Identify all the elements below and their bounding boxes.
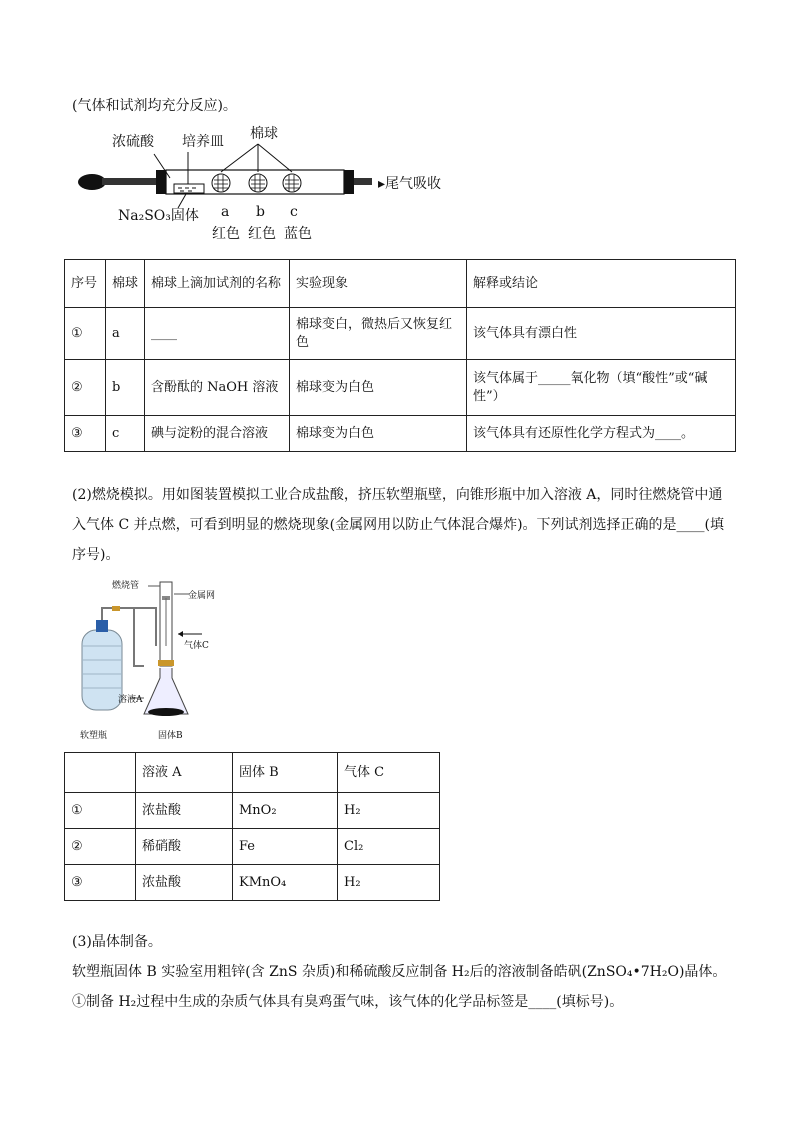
ball-letter-b: b bbox=[256, 204, 265, 220]
table-row bbox=[65, 308, 736, 360]
cotton-ball-b bbox=[249, 174, 267, 192]
header-cell-gas-c: 气体 C bbox=[338, 753, 440, 793]
cotton-ball-a bbox=[212, 174, 230, 192]
label-tail-gas: ▸尾气吸收 bbox=[378, 176, 442, 192]
cell-ball: a bbox=[106, 308, 145, 360]
apparatus-figure-2 bbox=[74, 576, 264, 744]
label-soft-bottle: 软塑瓶 bbox=[80, 731, 108, 741]
apparatus-drawing-2 bbox=[74, 576, 264, 744]
table-row bbox=[65, 829, 440, 865]
header-cell-ball: 棉球 bbox=[106, 260, 145, 308]
label-combustion-tube: 燃烧管 bbox=[112, 581, 140, 591]
header-cell-index: 序号 bbox=[65, 260, 106, 308]
cell-solid-b: KMnO₄ bbox=[233, 865, 338, 901]
cell-phenomenon: 棉球变白，微热后又恢复红色 bbox=[290, 308, 467, 360]
cell-index: ② bbox=[65, 360, 106, 416]
header-cell-phenomenon: 实验现象 bbox=[290, 260, 467, 308]
cell-reagent: ____ bbox=[145, 308, 290, 360]
label-na2so3-solid: Na₂SO₃固体 bbox=[118, 208, 199, 224]
cell-solid-b: MnO₂ bbox=[233, 793, 338, 829]
table-row bbox=[65, 793, 440, 829]
cell-phenomenon: 棉球变为白色 bbox=[290, 416, 467, 452]
cell-phenomenon: 棉球变为白色 bbox=[290, 360, 467, 416]
cell-conclusion: 该气体属于_____氧化物（填“酸性”或“碱性”） bbox=[467, 360, 736, 416]
cell-solution-a: 浓盐酸 bbox=[136, 793, 233, 829]
cell-solution-a: 稀硝酸 bbox=[136, 829, 233, 865]
section-3-title: (3)晶体制备。 bbox=[72, 934, 162, 950]
cell-ball: c bbox=[106, 416, 145, 452]
cell-index: ① bbox=[65, 308, 106, 360]
cell-gas-c: H₂ bbox=[338, 793, 440, 829]
apparatus-figure-1 bbox=[70, 126, 490, 245]
cell-index: ① bbox=[65, 793, 136, 829]
ball-color-b: 红色 bbox=[248, 226, 276, 242]
section-3-line-2: ①制备 H₂过程中生成的杂质气体具有臭鸡蛋气味，该气体的化学品标签是____(填标号)。 bbox=[72, 994, 624, 1010]
ball-color-c: 蓝色 bbox=[284, 226, 312, 242]
label-conc-sulfuric-acid: 浓硫酸 bbox=[112, 134, 154, 150]
section-3-line-1: 软塑瓶固体 B 实验室用粗锌(含 ZnS 杂质)和稀硫酸反应制备 H₂后的溶液制备皓矾(ZnSO₄•7H₂O)晶体。 bbox=[72, 964, 727, 980]
label-solution-a: 溶液A bbox=[118, 695, 143, 705]
header-cell-solid-b: 固体 B bbox=[233, 753, 338, 793]
label-gas-c: 气体C bbox=[184, 641, 209, 651]
label-cotton-ball: 棉球 bbox=[250, 126, 278, 142]
cell-reagent: 含酚酞的 NaOH 溶液 bbox=[145, 360, 290, 416]
table-row bbox=[65, 865, 440, 901]
cell-conclusion: 该气体具有漂白性 bbox=[467, 308, 736, 360]
table-header-row bbox=[65, 260, 736, 308]
cell-index: ② bbox=[65, 829, 136, 865]
cell-ball: b bbox=[106, 360, 145, 416]
table-row bbox=[65, 360, 736, 416]
header-cell-solution-a: 溶液 A bbox=[136, 753, 233, 793]
experiment-table-1 bbox=[64, 259, 736, 452]
section-2-paragraph: (2)燃烧模拟。用如图装置模拟工业合成盐酸，挤压软塑瓶壁，向锥形瓶中加入溶液 A，同时往燃烧管中通入气体 C 并点燃，可看到明显的燃烧现象(金属网用以防止气体混合爆炸)。下列试剂选择正确的是____(填序号)。 bbox=[72, 487, 724, 563]
cell-gas-c: Cl₂ bbox=[338, 829, 440, 865]
cell-solid-b: Fe bbox=[233, 829, 338, 865]
reagent-table-2 bbox=[64, 752, 440, 901]
header-cell-conclusion: 解释或结论 bbox=[467, 260, 736, 308]
label-culture-dish: 培养皿 bbox=[182, 134, 224, 150]
table-row bbox=[65, 416, 736, 452]
ball-color-a: 红色 bbox=[212, 226, 240, 242]
header-cell-reagent: 棉球上滴加试剂的名称 bbox=[145, 260, 290, 308]
cell-reagent: 碘与淀粉的混合溶液 bbox=[145, 416, 290, 452]
cell-index: ③ bbox=[65, 865, 136, 901]
ball-letter-a: a bbox=[221, 204, 230, 220]
cotton-ball-c bbox=[283, 174, 301, 192]
cell-gas-c: H₂ bbox=[338, 865, 440, 901]
label-solid-b: 固体B bbox=[158, 731, 183, 741]
ball-letter-c: c bbox=[290, 204, 298, 220]
label-metal-mesh: 金属网 bbox=[188, 591, 216, 601]
intro-line: (气体和试剂均充分反应)。 bbox=[72, 98, 237, 114]
cell-solution-a: 浓盐酸 bbox=[136, 865, 233, 901]
cell-conclusion: 该气体具有还原性化学方程式为____。 bbox=[467, 416, 736, 452]
cell-index: ③ bbox=[65, 416, 106, 452]
table-header-row bbox=[65, 753, 440, 793]
header-cell-index bbox=[65, 753, 136, 793]
